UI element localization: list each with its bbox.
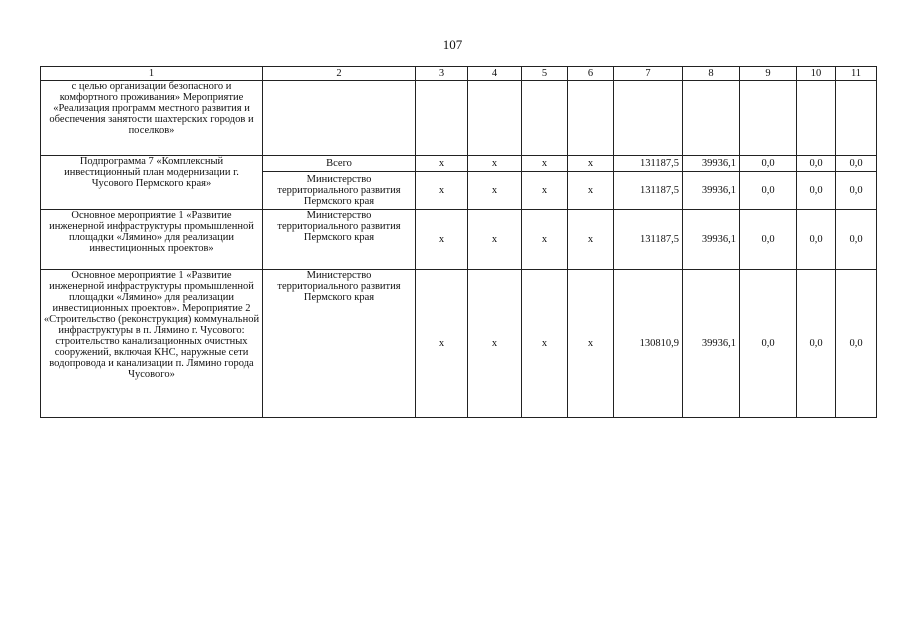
value-cell: 131187,5 bbox=[614, 156, 683, 172]
value-cell bbox=[683, 81, 740, 156]
value-cell: 39936,1 bbox=[683, 156, 740, 172]
column-header: 8 bbox=[683, 67, 740, 81]
table-row bbox=[41, 210, 877, 270]
activity-name-cell: с целью организации безопасного и комфортного проживания» Мероприятие «Реализация программ местного развития и обеспечения занятости шахтерских городов и поселков» bbox=[41, 81, 263, 156]
column-header: 6 bbox=[568, 67, 614, 81]
activity-name-cell: Подпрограмма 7 «Комплексный инвестиционный план модернизации г. Чусового Пермского края» bbox=[41, 156, 263, 210]
budget-table bbox=[40, 66, 877, 418]
value-cell: 0,0 bbox=[797, 172, 836, 210]
value-cell bbox=[740, 81, 797, 156]
value-cell: x bbox=[522, 156, 568, 172]
value-cell: x bbox=[568, 270, 614, 418]
value-cell bbox=[416, 81, 468, 156]
value-cell bbox=[568, 81, 614, 156]
executor-cell bbox=[263, 81, 416, 156]
table-row bbox=[41, 81, 877, 156]
executor-cell: Министерство территориального развития Пермского края bbox=[263, 210, 416, 270]
value-cell: 0,0 bbox=[740, 156, 797, 172]
value-cell: 0,0 bbox=[797, 156, 836, 172]
value-cell: x bbox=[468, 270, 522, 418]
value-cell: 39936,1 bbox=[683, 210, 740, 270]
value-cell: 0,0 bbox=[797, 210, 836, 270]
value-cell: 39936,1 bbox=[683, 172, 740, 210]
value-cell: x bbox=[568, 156, 614, 172]
value-cell: 39936,1 bbox=[683, 270, 740, 418]
column-header: 7 bbox=[614, 67, 683, 81]
value-cell: 0,0 bbox=[740, 210, 797, 270]
column-header: 5 bbox=[522, 67, 568, 81]
column-header: 3 bbox=[416, 67, 468, 81]
table-row bbox=[41, 270, 877, 418]
column-header: 9 bbox=[740, 67, 797, 81]
value-cell: x bbox=[416, 270, 468, 418]
column-header: 2 bbox=[263, 67, 416, 81]
column-header: 10 bbox=[797, 67, 836, 81]
value-cell bbox=[836, 81, 877, 156]
column-header: 4 bbox=[468, 67, 522, 81]
value-cell: x bbox=[416, 172, 468, 210]
value-cell: 0,0 bbox=[836, 172, 877, 210]
value-cell: x bbox=[416, 156, 468, 172]
value-cell: 131187,5 bbox=[614, 210, 683, 270]
value-cell: x bbox=[468, 172, 522, 210]
value-cell bbox=[614, 81, 683, 156]
value-cell: x bbox=[568, 172, 614, 210]
executor-cell: Министерство территориального развития Пермского края bbox=[263, 270, 416, 418]
value-cell bbox=[468, 81, 522, 156]
page-number: 107 bbox=[442, 37, 463, 52]
value-cell: 130810,9 bbox=[614, 270, 683, 418]
value-cell: x bbox=[416, 210, 468, 270]
value-cell: x bbox=[568, 210, 614, 270]
value-cell: 0,0 bbox=[740, 172, 797, 210]
activity-name-cell: Основное мероприятие 1 «Развитие инженерной инфраструктуры промышленной площадки «Лямино» для реализации инвестиционных проектов» bbox=[41, 210, 263, 270]
value-cell: x bbox=[522, 270, 568, 418]
value-cell: 0,0 bbox=[836, 210, 877, 270]
value-cell: x bbox=[522, 172, 568, 210]
table-row bbox=[41, 156, 877, 172]
value-cell: x bbox=[468, 210, 522, 270]
executor-cell: Министерство территориального развития Пермского края bbox=[263, 172, 416, 210]
value-cell: x bbox=[468, 156, 522, 172]
value-cell: 0,0 bbox=[740, 270, 797, 418]
value-cell bbox=[797, 81, 836, 156]
value-cell: 0,0 bbox=[797, 270, 836, 418]
column-header: 11 bbox=[836, 67, 877, 81]
column-header: 1 bbox=[41, 67, 263, 81]
executor-cell: Всего bbox=[263, 156, 416, 172]
value-cell: x bbox=[522, 210, 568, 270]
header-row bbox=[41, 67, 877, 81]
value-cell bbox=[522, 81, 568, 156]
value-cell: 0,0 bbox=[836, 156, 877, 172]
value-cell: 0,0 bbox=[836, 270, 877, 418]
activity-name-cell: Основное мероприятие 1 «Развитие инженерной инфраструктуры промышленной площадки «Лямино» для реализации инвестиционных проектов». Мероприятие 2 «Строительство (реконструкция) коммунальной инфраструктуры в п. Лямино г. Чусового: строительство канализационных очистных сооружений, включая КНС, наружные сети водопровода и канализации п. Лямино города Чусового» bbox=[41, 270, 263, 418]
value-cell: 131187,5 bbox=[614, 172, 683, 210]
